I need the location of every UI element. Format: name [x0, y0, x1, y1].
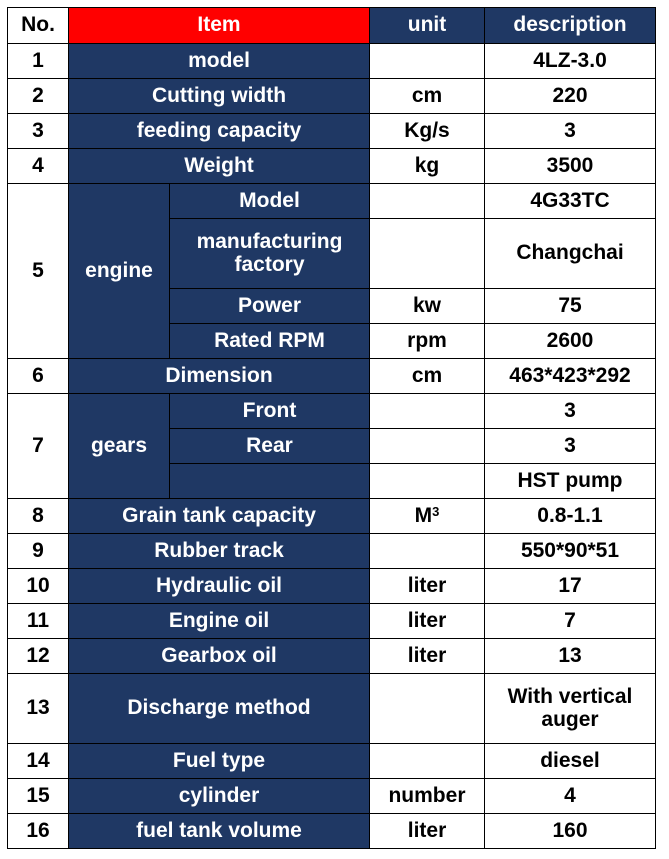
header-item: Item: [69, 8, 370, 44]
row-description: 2600: [485, 324, 656, 359]
row-number: 6: [8, 359, 69, 394]
row-number: 3: [8, 114, 69, 149]
row-item: Gearbox oil: [69, 639, 370, 674]
sub-item: Rated RPM: [170, 324, 370, 359]
row-unit: rpm: [370, 324, 485, 359]
sub-item: Rear: [170, 429, 370, 464]
row-unit: [370, 534, 485, 569]
row-description: 463*423*292: [485, 359, 656, 394]
row-unit: [370, 184, 485, 219]
row-number: 13: [8, 674, 69, 744]
row-number: 7: [8, 394, 69, 499]
table-row: [8, 114, 656, 149]
row-item: Grain tank capacity: [69, 499, 370, 534]
row-item: Weight: [69, 149, 370, 184]
row-number: 16: [8, 814, 69, 849]
row-unit: cm: [370, 79, 485, 114]
table-row: [8, 744, 656, 779]
row-unit: [370, 429, 485, 464]
table-row: [8, 569, 656, 604]
row-description: 160: [485, 814, 656, 849]
header-row: [8, 8, 656, 44]
row-item: Hydraulic oil: [69, 569, 370, 604]
row-item: Engine oil: [69, 604, 370, 639]
unit-base: M: [414, 503, 433, 527]
sub-item: Model: [170, 184, 370, 219]
table-row: [8, 534, 656, 569]
table-row: [8, 359, 656, 394]
row-number: 9: [8, 534, 69, 569]
table-row: [8, 394, 656, 429]
spec-table: [7, 7, 656, 849]
row-description: diesel: [485, 744, 656, 779]
header-description: description: [485, 8, 656, 44]
row-unit: kw: [370, 289, 485, 324]
row-description: Changchai: [485, 219, 656, 289]
row-unit: [370, 219, 485, 289]
table-row: [8, 674, 656, 744]
row-unit: [370, 744, 485, 779]
row-description: 550*90*51: [485, 534, 656, 569]
row-unit: [370, 499, 485, 534]
table-row: [8, 639, 656, 674]
row-description: 7: [485, 604, 656, 639]
row-item: Rubber track: [69, 534, 370, 569]
row-description: 0.8-1.1: [485, 499, 656, 534]
row-description: 4LZ-3.0: [485, 44, 656, 79]
row-item: Fuel type: [69, 744, 370, 779]
table-row: [8, 149, 656, 184]
table-row: [8, 814, 656, 849]
row-description: HST pump: [485, 464, 656, 499]
row-item: feeding capacity: [69, 114, 370, 149]
table-row: [8, 79, 656, 114]
row-unit: liter: [370, 814, 485, 849]
table-row: [8, 604, 656, 639]
table-row: [8, 44, 656, 79]
row-item: model: [69, 44, 370, 79]
row-number: 10: [8, 569, 69, 604]
row-unit: liter: [370, 639, 485, 674]
row-unit: number: [370, 779, 485, 814]
row-description: 3: [485, 429, 656, 464]
group-label-gears: gears: [69, 394, 170, 499]
row-item: fuel tank volume: [69, 814, 370, 849]
row-unit: Kg/s: [370, 114, 485, 149]
header-no: No.: [8, 8, 69, 44]
row-description: 220: [485, 79, 656, 114]
row-unit: [370, 44, 485, 79]
row-unit: liter: [370, 604, 485, 639]
row-unit: liter: [370, 569, 485, 604]
row-number: 8: [8, 499, 69, 534]
sub-item: [170, 464, 370, 499]
row-description: 3: [485, 394, 656, 429]
group-label-engine: engine: [69, 184, 170, 359]
row-description: 75: [485, 289, 656, 324]
row-description: 13: [485, 639, 656, 674]
unit-superscript: 3: [432, 503, 440, 519]
header-unit: unit: [370, 8, 485, 44]
row-number: 15: [8, 779, 69, 814]
row-description: 4: [485, 779, 656, 814]
row-unit: [370, 674, 485, 744]
row-item: cylinder: [69, 779, 370, 814]
row-unit: [370, 464, 485, 499]
row-number: 11: [8, 604, 69, 639]
row-unit: kg: [370, 149, 485, 184]
row-item: Cutting width: [69, 79, 370, 114]
row-number: 4: [8, 149, 69, 184]
row-description: 17: [485, 569, 656, 604]
row-number: 5: [8, 184, 69, 359]
row-item: Dimension: [69, 359, 370, 394]
row-number: 1: [8, 44, 69, 79]
row-number: 12: [8, 639, 69, 674]
row-description: 3500: [485, 149, 656, 184]
row-item: Discharge method: [69, 674, 370, 744]
row-description: With vertical auger: [485, 674, 656, 744]
sub-item: Front: [170, 394, 370, 429]
table-row: [8, 499, 656, 534]
row-unit: cm: [370, 359, 485, 394]
table-row: [8, 184, 656, 219]
row-description: 4G33TC: [485, 184, 656, 219]
row-description: 3: [485, 114, 656, 149]
row-number: 2: [8, 79, 69, 114]
row-unit: [370, 394, 485, 429]
row-number: 14: [8, 744, 69, 779]
sub-item: manufacturing factory: [170, 219, 370, 289]
sub-item: Power: [170, 289, 370, 324]
table-row: [8, 779, 656, 814]
